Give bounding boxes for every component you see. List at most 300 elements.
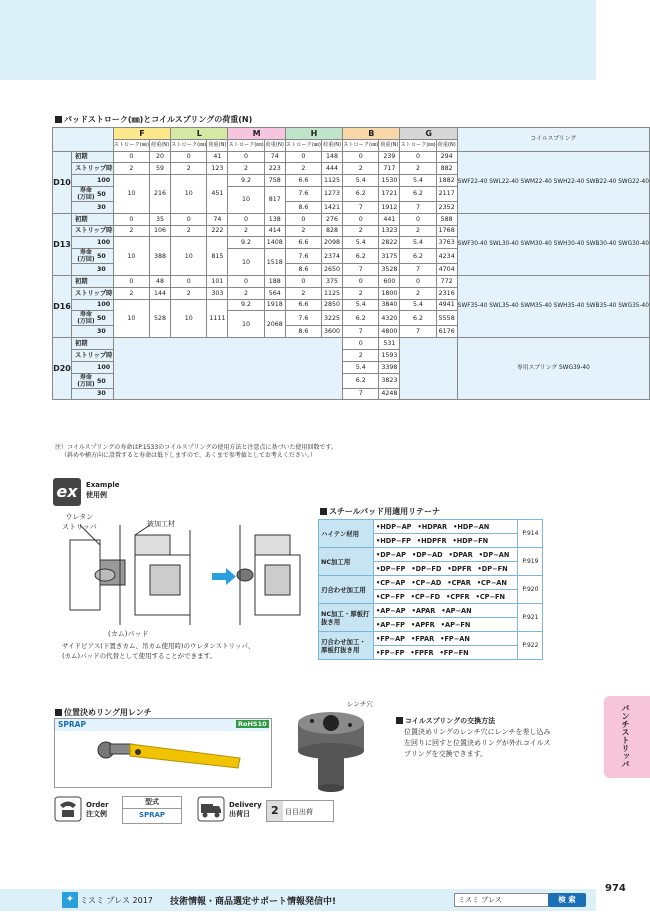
table-cell: 5.4 [400, 237, 436, 249]
table-cell: 216 [149, 175, 170, 214]
table-cell: 9.2 [228, 299, 264, 311]
retainer-product[interactable]: •AP−AP [376, 606, 406, 615]
table-cell: 222 [207, 225, 228, 237]
table-cell: 564 [264, 287, 285, 299]
table-cell: 528 [149, 299, 170, 338]
header-type-L: L [171, 128, 228, 140]
page-number: 974 [605, 883, 626, 894]
retainer-product[interactable]: •AP−FN [440, 620, 471, 629]
table-cell: 4320 [379, 311, 400, 326]
header-load: 荷重(N) [207, 139, 228, 151]
table-cell: 2 [343, 225, 379, 237]
table-cell: 588 [436, 213, 457, 225]
table-cell: 2650 [321, 264, 342, 276]
level-initial: 初期 [71, 213, 113, 225]
workpiece-label: 被加工材 [147, 520, 175, 528]
table-cell: 7 [400, 264, 436, 276]
level-life-100: 100 [71, 237, 113, 249]
table-cell: 0 [171, 151, 207, 163]
group-D16: D16 [53, 275, 72, 337]
table-cell: 3823 [379, 373, 400, 388]
table-cell: 2 [400, 287, 436, 299]
level-life-100: 100 [71, 361, 113, 373]
table-cell: 1530 [379, 175, 400, 187]
table-cell: 35 [149, 213, 170, 225]
table-cell: 2 [228, 287, 264, 299]
retainer-page-link[interactable]: P.921 [518, 604, 543, 632]
table-cell: 3398 [379, 361, 400, 373]
example-caption: サイドピアス(下置きカム、吊カム使用時)のウレタンストリッパ、 (カム)パッドの代替として使用することができます。 [62, 642, 255, 660]
table-cell: 1918 [264, 299, 285, 311]
cam-pad-label: (カム)パッド [108, 630, 149, 638]
level-initial: 初期 [71, 338, 113, 350]
header-load: 荷重(N) [436, 139, 457, 151]
table-cell: 600 [379, 275, 400, 287]
replace-text: 位置決めリングのレンチ穴にレンチを差し込み 左回りに回すと位置決めリングが外れコイルス プリングを交換できます。 [404, 728, 551, 758]
retainer-products [374, 632, 518, 646]
table-cell: 0 [228, 213, 264, 225]
level-life-50: 寿命 (万回) 50 [71, 373, 113, 388]
table-cell: 815 [207, 237, 228, 276]
table-cell: 0 [400, 151, 436, 163]
table-cell: 758 [264, 175, 285, 187]
side-tab[interactable] [604, 696, 650, 778]
retainer-title: スチールパッド用適用リテーナ [320, 506, 440, 517]
group-D10: D10 [53, 151, 72, 213]
table-cell: 2850 [321, 299, 342, 311]
header-load: 荷重(N) [321, 139, 342, 151]
level-life-50: 寿命 (万回) 50 [71, 186, 113, 201]
header-stroke: ストローク(㎜) [171, 139, 207, 151]
retainer-product[interactable]: •CP−FN [475, 592, 506, 601]
table-cell: 1721 [379, 186, 400, 201]
d20-blank [113, 338, 342, 400]
table-cell: 4941 [436, 299, 457, 311]
positioning-ring-image [290, 708, 365, 793]
table-cell: 451 [207, 175, 228, 214]
header-stroke: ストローク(㎜) [113, 139, 149, 151]
table-cell: 2 [113, 163, 149, 175]
example-badge: ex [53, 478, 81, 506]
table-cell: 817 [264, 186, 285, 213]
table-cell: 444 [321, 163, 342, 175]
retainer-product[interactable]: •DP−FN [477, 564, 508, 573]
table-cell: 239 [379, 151, 400, 163]
table-cell: 10 [171, 237, 207, 276]
table-cell: 188 [264, 275, 285, 287]
d20-blank-g [400, 338, 457, 400]
retainer-category: 刃合わせ加工用 [319, 576, 374, 604]
order-type-label: 型式 [123, 797, 181, 809]
retainer-product[interactable]: •FP−FN [439, 648, 469, 657]
table-cell: 6176 [436, 326, 457, 338]
table-cell: 10 [228, 186, 264, 213]
table-cell: 7 [343, 264, 379, 276]
retainer-page-link[interactable]: P.922 [518, 632, 543, 660]
table-cell: 7 [343, 326, 379, 338]
table-cell: 138 [264, 213, 285, 225]
retainer-products [374, 576, 518, 590]
table-cell: 0 [113, 151, 149, 163]
retainer-product[interactable]: •CP−FD [410, 592, 441, 601]
retainer-products [374, 618, 518, 632]
table-cell: 2 [400, 163, 436, 175]
table-cell: 59 [149, 163, 170, 175]
retainer-category: 刃合わせ加工・厚板打抜き用 [319, 632, 374, 660]
retainer-product[interactable]: •AP−FP [376, 620, 406, 629]
retainer-products [374, 590, 518, 604]
level-strip: ストリップ時 [71, 225, 113, 237]
table-cell: 7.6 [285, 186, 321, 201]
urethane-stripper-label: ウレタン ストリッパ [62, 513, 97, 531]
table-cell: 0 [343, 275, 379, 287]
header-stroke: ストローク(㎜) [228, 139, 264, 151]
table-cell: 148 [321, 151, 342, 163]
table-cell: 10 [171, 175, 207, 214]
table-cell: 8.6 [285, 201, 321, 213]
retainer-product[interactable]: •DP−AP [376, 550, 406, 559]
table-cell: 6.6 [285, 175, 321, 187]
table-cell: 2 [400, 225, 436, 237]
truck-icon [197, 796, 225, 822]
table-cell: 4234 [436, 249, 457, 264]
load-table [52, 127, 650, 400]
retainer-products [374, 562, 518, 576]
retainer-product[interactable]: •APFR [411, 620, 435, 629]
table-cell: 8.6 [285, 264, 321, 276]
delivery-days: 2 [267, 801, 283, 821]
search-button[interactable]: 検 索 [548, 893, 586, 907]
retainer-product[interactable]: •CP−AP [376, 578, 406, 587]
retainer-page-link[interactable]: P.920 [518, 576, 543, 604]
table-cell: 414 [264, 225, 285, 237]
table-cell: 303 [207, 287, 228, 299]
table-cell: 74 [207, 213, 228, 225]
table-cell: 531 [379, 338, 400, 350]
retainer-category: NC加工用 [319, 548, 374, 576]
retainer-product[interactable]: •FP−FP [376, 648, 405, 657]
retainer-page-link[interactable]: P.914 [518, 520, 543, 548]
retainer-product[interactable]: •FP−AP [376, 634, 406, 643]
retainer-product[interactable]: •CPAR [447, 578, 471, 587]
level-life-100: 100 [71, 299, 113, 311]
table-cell: 7 [400, 326, 436, 338]
example-diagram [60, 525, 310, 635]
retainer-products [374, 548, 518, 562]
header-coil: コイルスプリング [457, 128, 649, 152]
table-cell: 0 [343, 338, 379, 350]
table-cell: 828 [321, 225, 342, 237]
table-cell: 2 [285, 287, 321, 299]
header-stroke: ストローク(㎜) [285, 139, 321, 151]
table-cell: 1273 [321, 186, 342, 201]
table-cell: 10 [228, 311, 264, 338]
order-label: Order 注文例 [86, 801, 109, 818]
coil-D16: SWF35-40 SWL35-40 SWM35-40 SWH35-40 SWB35-40 SWG35-40 [457, 275, 649, 337]
table-cell: 2 [285, 225, 321, 237]
table-cell: 2 [171, 225, 207, 237]
load-table-note: 注）コイルスプリングの寿命はP.1533のコイルスプリングの使用方法と注意点に基づいた使用回数です。 （斜めや横方向に設置すると寿命は低下しますので、あくまで参考値としてお考えください。） [55, 444, 337, 459]
footer-banner: 技術情報・商品選定サポート情報発信中! [170, 897, 337, 907]
table-cell: 3763 [436, 237, 457, 249]
retainer-product[interactable]: •HDP−AP [376, 522, 412, 531]
retainer-product[interactable]: •HDPFR [416, 536, 447, 545]
retainer-product[interactable]: •AP−AN [441, 606, 472, 615]
table-cell: 2 [171, 287, 207, 299]
table-cell: 0 [285, 151, 321, 163]
table-cell: 74 [264, 151, 285, 163]
header-stroke: ストローク(㎜) [343, 139, 379, 151]
level-life-30: 30 [71, 388, 113, 400]
table-cell: 2 [343, 349, 379, 361]
table-cell: 20 [149, 151, 170, 163]
table-cell: 882 [436, 163, 457, 175]
retainer-product[interactable]: •DPFR [447, 564, 472, 573]
table-cell: 0 [285, 275, 321, 287]
table-cell: 1421 [321, 201, 342, 213]
level-strip: ストリップ時 [71, 287, 113, 299]
table-cell: 223 [264, 163, 285, 175]
retainer-product[interactable]: •HDP−FN [452, 536, 489, 545]
retainer-product[interactable]: •CP−FP [376, 592, 405, 601]
retainer-product[interactable]: •APAR [411, 606, 436, 615]
table-cell: 2 [343, 163, 379, 175]
header-type-B: B [343, 128, 400, 140]
level-initial: 初期 [71, 275, 113, 287]
level-life-50: 寿命 (万回) 50 [71, 249, 113, 264]
retainer-product[interactable]: •DP−AD [411, 550, 443, 559]
wrench-image [90, 736, 250, 776]
table-cell: 5.4 [400, 175, 436, 187]
table-cell: 2 [285, 163, 321, 175]
table-cell: 0 [285, 213, 321, 225]
retainer-product[interactable]: •HDP−FP [376, 536, 411, 545]
table-cell: 123 [207, 163, 228, 175]
table-cell: 717 [379, 163, 400, 175]
group-D13: D13 [53, 213, 72, 275]
header-type-M: M [228, 128, 285, 140]
table-cell: 5.4 [400, 299, 436, 311]
phone-icon [54, 796, 82, 822]
retainer-category: NC加工・厚板打抜き用 [319, 604, 374, 632]
table-cell: 5558 [436, 311, 457, 326]
table-cell: 5.4 [343, 361, 379, 373]
retainer-products [374, 604, 518, 618]
header-blank [53, 128, 114, 152]
level-strip: ストリップ時 [71, 349, 113, 361]
table-cell: 2117 [436, 186, 457, 201]
wrench-hole-label: レンチ穴 [347, 700, 373, 708]
table-cell: 1593 [379, 349, 400, 361]
table-cell: 5.4 [343, 237, 379, 249]
table-cell: 2098 [321, 237, 342, 249]
retainer-product[interactable]: •HDPAR [417, 522, 448, 531]
retainer-product[interactable]: •CP−AN [476, 578, 507, 587]
table-cell: 4704 [436, 264, 457, 276]
table-cell: 4800 [379, 326, 400, 338]
table-cell: 772 [436, 275, 457, 287]
coil-D10: SWF22-40 SWL22-40 SWM22-40 SWH22-40 SWB22-40 SWG22-40 [457, 151, 649, 213]
table-cell: 1323 [379, 225, 400, 237]
misumi-logo-icon: ✦ [62, 892, 78, 908]
delivery-label: Delivery 出荷日 [229, 801, 262, 818]
table-cell: 2 [228, 163, 264, 175]
retainer-product[interactable]: •FPAR [411, 634, 435, 643]
table-cell: 3840 [379, 299, 400, 311]
table-cell: 10 [113, 175, 149, 214]
header-load: 荷重(N) [149, 139, 170, 151]
table-cell: 6.6 [285, 299, 321, 311]
table-cell: 3225 [321, 311, 342, 326]
delivery-box [266, 800, 334, 822]
table-cell: 0 [228, 275, 264, 287]
replace-title: コイルスプリングの交換方法 [396, 716, 495, 726]
table-cell: 5.4 [343, 299, 379, 311]
table-cell: 9.2 [228, 175, 264, 187]
retainer-page-link[interactable]: P.919 [518, 548, 543, 576]
table-cell: 0 [228, 151, 264, 163]
retainer-product[interactable]: •FP−AN [440, 634, 470, 643]
group-D20: D20 [53, 338, 72, 400]
header-stroke: ストローク(㎜) [400, 139, 436, 151]
table-cell: 3528 [379, 264, 400, 276]
wrench-model: SPRAP [58, 720, 86, 729]
table-cell: 7.6 [285, 249, 321, 264]
table-cell: 7 [343, 388, 379, 400]
example-label: Example 使用例 [86, 481, 120, 499]
table-cell: 0 [171, 275, 207, 287]
table-cell: 10 [171, 299, 207, 338]
table-cell: 2822 [379, 237, 400, 249]
level-life-50: 寿命 (万回) 50 [71, 311, 113, 326]
header-load: 荷重(N) [379, 139, 400, 151]
table-cell: 2068 [264, 311, 285, 338]
table-cell: 2 [343, 287, 379, 299]
table-cell: 388 [149, 237, 170, 276]
header-type-H: H [285, 128, 342, 140]
table-cell: 0 [400, 213, 436, 225]
table-cell: 276 [321, 213, 342, 225]
table-cell: 6.2 [343, 373, 379, 388]
table-cell: 1125 [321, 175, 342, 187]
retainer-table [318, 519, 543, 660]
table-cell: 0 [171, 213, 207, 225]
table-cell: 1912 [379, 201, 400, 213]
table-cell: 0 [113, 213, 149, 225]
table-cell: 4248 [379, 388, 400, 400]
footer-brand: ミスミ プレス 2017 [80, 896, 153, 905]
table-cell: 10 [113, 237, 149, 276]
table-cell: 1125 [321, 287, 342, 299]
table-cell: 10 [113, 299, 149, 338]
delivery-days-label: 目目出荷 [284, 808, 313, 816]
table-cell: 375 [321, 275, 342, 287]
retainer-product[interactable]: •DPAR [448, 550, 473, 559]
table-cell: 48 [149, 275, 170, 287]
table-cell: 144 [149, 287, 170, 299]
table-cell: 7 [400, 201, 436, 213]
table-cell: 2 [171, 163, 207, 175]
table-cell: 6.6 [285, 237, 321, 249]
table-cell: 0 [400, 275, 436, 287]
header-load: 荷重(N) [264, 139, 285, 151]
table-cell: 2 [113, 225, 149, 237]
table-cell: 1518 [264, 249, 285, 276]
table-cell: 294 [436, 151, 457, 163]
level-life-30: 30 [71, 264, 113, 276]
level-life-100: 100 [71, 175, 113, 187]
table-cell: 0 [343, 151, 379, 163]
table-cell: 9.2 [228, 237, 264, 249]
retainer-product[interactable]: •HDP−AN [453, 522, 490, 531]
retainer-product[interactable]: •CP−AD [411, 578, 442, 587]
table-cell: 5.4 [343, 175, 379, 187]
retainer-product[interactable]: •DP−FP [376, 564, 406, 573]
table-cell: 2374 [321, 249, 342, 264]
level-life-30: 30 [71, 326, 113, 338]
table-cell: 10 [228, 249, 264, 276]
table-cell: 6.2 [343, 249, 379, 264]
retainer-product[interactable]: •FPFR [410, 648, 434, 657]
search-input[interactable]: ミスミ プレス [454, 893, 549, 907]
table-cell: 0 [343, 213, 379, 225]
header-type-F: F [113, 128, 170, 140]
side-tab-label: パンチストリッパ [621, 704, 630, 768]
table-cell: 1882 [436, 175, 457, 187]
load-table-title: パッドストローク(㎜)とコイルスプリングの荷重(N) [55, 114, 252, 125]
table-cell: 2316 [436, 287, 457, 299]
table-cell: 0 [113, 275, 149, 287]
retainer-products [374, 534, 518, 548]
table-cell: 6.2 [343, 311, 379, 326]
level-strip: ストリップ時 [71, 163, 113, 175]
table-cell: 2 [113, 287, 149, 299]
order-type-value: SPRAP [138, 811, 166, 819]
retainer-products [374, 520, 518, 534]
table-cell: 6.2 [400, 249, 436, 264]
header-type-G: G [400, 128, 457, 140]
table-cell: 1800 [379, 287, 400, 299]
top-header-band [0, 0, 596, 80]
table-cell: 41 [207, 151, 228, 163]
table-cell: 106 [149, 225, 170, 237]
retainer-product[interactable]: •CPFR [446, 592, 470, 601]
table-cell: 7 [343, 201, 379, 213]
table-cell: 6.2 [343, 186, 379, 201]
table-cell: 2352 [436, 201, 457, 213]
retainer-category: ハイテン材用 [319, 520, 374, 548]
table-cell: 441 [379, 213, 400, 225]
table-cell: 2 [228, 225, 264, 237]
retainer-products [374, 646, 518, 660]
wrench-title: 位置決めリング用レンチ [55, 707, 152, 718]
table-cell: 1111 [207, 299, 228, 338]
table-cell: 6.2 [400, 311, 436, 326]
table-cell: 7.6 [285, 311, 321, 326]
level-life-30: 30 [71, 201, 113, 213]
table-cell: 6.2 [400, 186, 436, 201]
table-cell: 3600 [321, 326, 342, 338]
coil-D20: 専用スプリング SWG39-40 [457, 338, 649, 400]
table-cell: 101 [207, 275, 228, 287]
retainer-product[interactable]: •DP−AN [478, 550, 510, 559]
table-cell: 1768 [436, 225, 457, 237]
table-cell: 3175 [379, 249, 400, 264]
retainer-product[interactable]: •DP−FD [411, 564, 442, 573]
rohs-badge: RoHS10 [238, 720, 267, 728]
level-initial: 初期 [71, 151, 113, 163]
table-cell: 1408 [264, 237, 285, 249]
